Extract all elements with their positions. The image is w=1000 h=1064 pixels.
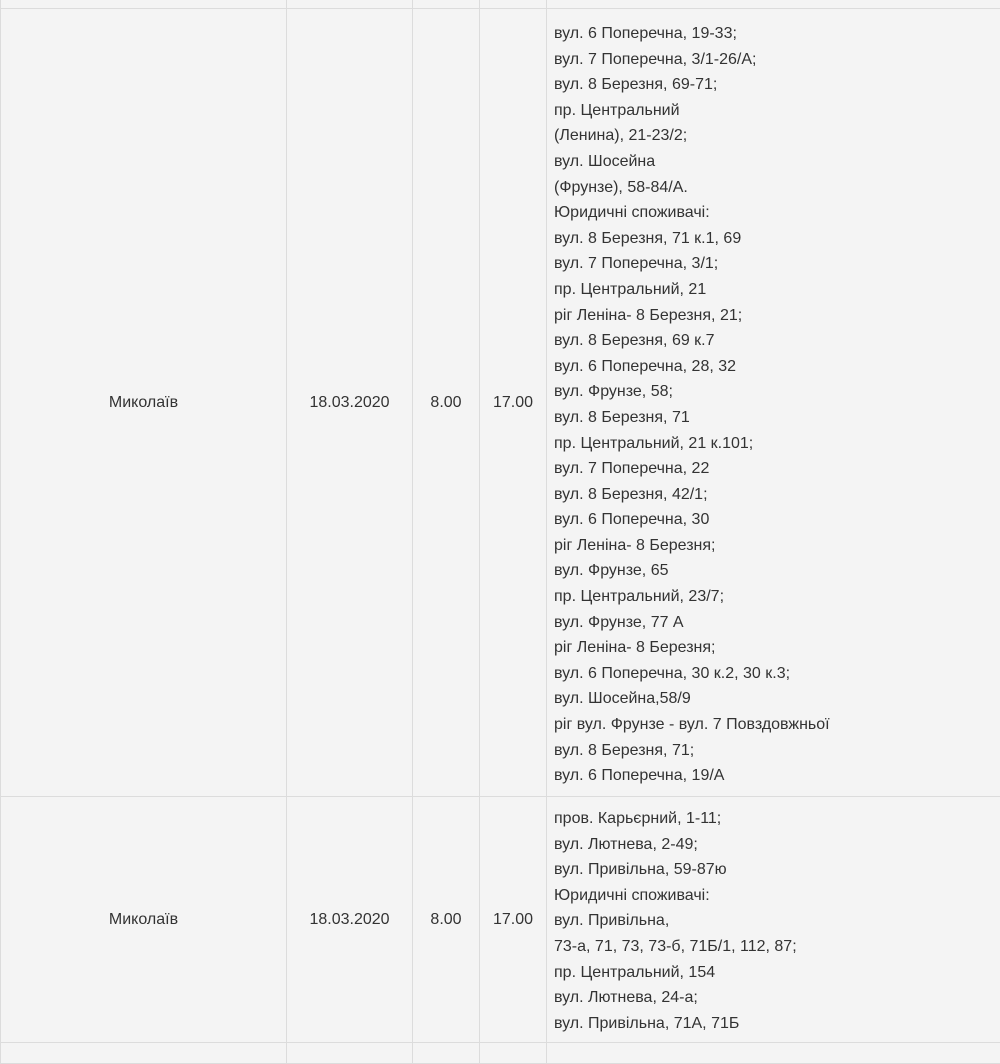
address-line: вул. Шосейна,58/9 bbox=[554, 686, 995, 712]
table-row-partial-top bbox=[1, 0, 1000, 9]
start-time-cell: 8.00 bbox=[413, 797, 480, 1043]
city-cell: Миколаїв bbox=[1, 9, 287, 797]
table-row-partial-bottom bbox=[1, 1043, 1000, 1064]
address-line: пр. Центральний bbox=[554, 98, 995, 124]
date-cell: 18.03.2020 bbox=[287, 797, 413, 1043]
address-line: ріг Леніна- 8 Березня, 21; bbox=[554, 303, 995, 329]
address-line: 73-а, 71, 73, 73-б, 71Б/1, 112, 87; bbox=[554, 934, 995, 960]
addresses-cell bbox=[547, 9, 1000, 797]
address-line: вул. 6 Поперечна, 30 bbox=[554, 507, 995, 533]
address-line: (Фрунзе), 58-84/А. bbox=[554, 175, 995, 201]
end-time-cell: 17.00 bbox=[480, 797, 547, 1043]
city-cell: Миколаїв bbox=[1, 797, 287, 1043]
address-line: вул. 6 Поперечна, 30 к.2, 30 к.3; bbox=[554, 661, 995, 687]
end-time-cell: 17.00 bbox=[480, 9, 547, 797]
address-line: вул. 8 Березня, 71; bbox=[554, 738, 995, 764]
date-cell: 18.03.2020 bbox=[287, 9, 413, 797]
address-line: вул. 6 Поперечна, 19-33; bbox=[554, 21, 995, 47]
address-line: вул. 6 Поперечна, 28, 32 bbox=[554, 354, 995, 380]
address-line: вул. Лютнева, 2-49; bbox=[554, 832, 995, 858]
address-line: пр. Центральний, 21 к.101; bbox=[554, 431, 995, 457]
address-line: вул. Фрунзе, 65 bbox=[554, 558, 995, 584]
address-line: вул. 8 Березня, 71 к.1, 69 bbox=[554, 226, 995, 252]
address-line: пр. Центральний, 23/7; bbox=[554, 584, 995, 610]
start-time-cell: 8.00 bbox=[413, 9, 480, 797]
address-line: вул. Привільна, 71А, 71Б bbox=[554, 1011, 995, 1037]
address-line: вул. 6 Поперечна, 19/А bbox=[554, 763, 995, 789]
address-line: вул. 7 Поперечна, 3/1; bbox=[554, 251, 995, 277]
address-line: вул. Лютнева, 24-а; bbox=[554, 985, 995, 1011]
address-line: вул. Шосейна bbox=[554, 149, 995, 175]
address-line: ріг Леніна- 8 Березня; bbox=[554, 533, 995, 559]
address-line: вул. 8 Березня, 71 bbox=[554, 405, 995, 431]
address-line: ріг вул. Фрунзе - вул. 7 Повздовжньої bbox=[554, 712, 995, 738]
address-line: вул. Привільна, bbox=[554, 908, 995, 934]
address-line: пр. Центральний, 21 bbox=[554, 277, 995, 303]
address-line: вул. 7 Поперечна, 22 bbox=[554, 456, 995, 482]
address-line: вул. Фрунзе, 58; bbox=[554, 379, 995, 405]
address-line: вул. 8 Березня, 69 к.7 bbox=[554, 328, 995, 354]
address-line: пров. Карьєрний, 1-11; bbox=[554, 806, 995, 832]
address-line: вул. Фрунзе, 77 А bbox=[554, 610, 995, 636]
address-line: Юридичні споживачі: bbox=[554, 883, 995, 909]
address-line: ріг Леніна- 8 Березня; bbox=[554, 635, 995, 661]
address-line: Юридичні споживачі: bbox=[554, 200, 995, 226]
address-line: (Ленина), 21-23/2; bbox=[554, 123, 995, 149]
address-line: вул. 7 Поперечна, 3/1-26/А; bbox=[554, 47, 995, 73]
table-row bbox=[1, 9, 1000, 797]
address-line: вул. 8 Березня, 69-71; bbox=[554, 72, 995, 98]
address-line: вул. 8 Березня, 42/1; bbox=[554, 482, 995, 508]
table-row bbox=[1, 797, 1000, 1043]
address-line: вул. Привільна, 59-87ю bbox=[554, 857, 995, 883]
address-line: пр. Центральний, 154 bbox=[554, 960, 995, 986]
addresses-cell bbox=[547, 797, 1000, 1043]
